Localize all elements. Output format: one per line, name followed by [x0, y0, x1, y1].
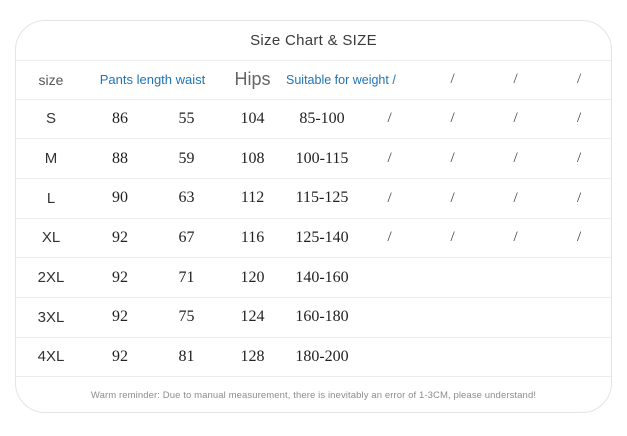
- col-header-size: size: [16, 61, 86, 99]
- size-cell: L: [16, 178, 86, 218]
- pants-length-cell: 92: [86, 258, 154, 298]
- empty-cell: [484, 337, 547, 377]
- waist-cell: 67: [154, 218, 219, 258]
- waist-cell: 75: [154, 297, 219, 337]
- empty-cell: [421, 337, 484, 377]
- hips-cell: 104: [219, 99, 286, 139]
- waist-cell: 71: [154, 258, 219, 298]
- weight-cell: 160-180: [286, 297, 358, 337]
- slash-cell: /: [547, 99, 611, 139]
- hips-cell: 108: [219, 139, 286, 179]
- hips-cell: 128: [219, 337, 286, 377]
- table-row: [16, 99, 611, 139]
- slash-cell: /: [421, 99, 484, 139]
- slash-cell: /: [547, 139, 611, 179]
- table-row: [16, 337, 611, 377]
- chart-title: Size Chart & SIZE: [16, 21, 611, 61]
- empty-cell: [547, 297, 611, 337]
- col-header-slash: /: [484, 61, 547, 99]
- col-header-hips: Hips: [219, 61, 286, 99]
- col-header-suitable-weight: Suitable for weight /: [286, 61, 421, 99]
- slash-cell: /: [421, 139, 484, 179]
- empty-cell: [421, 258, 484, 298]
- slash-cell: /: [484, 99, 547, 139]
- table-row: [16, 258, 611, 298]
- col-header-pants-length-waist: Pants length waist: [86, 61, 219, 99]
- weight-cell: 85-100: [286, 99, 358, 139]
- col-header-slash: /: [547, 61, 611, 99]
- weight-cell: 140-160: [286, 258, 358, 298]
- col-header-slash: /: [421, 61, 484, 99]
- empty-cell: [358, 337, 421, 377]
- waist-cell: 55: [154, 99, 219, 139]
- empty-cell: [358, 297, 421, 337]
- size-cell: 2XL: [16, 258, 86, 298]
- waist-cell: 81: [154, 337, 219, 377]
- size-cell: M: [16, 139, 86, 179]
- waist-cell: 63: [154, 178, 219, 218]
- weight-cell: 125-140: [286, 218, 358, 258]
- size-chart-card: [15, 20, 612, 413]
- slash-cell: /: [358, 218, 421, 258]
- size-cell: S: [16, 99, 86, 139]
- weight-cell: 180-200: [286, 337, 358, 377]
- weight-cell: 115-125: [286, 178, 358, 218]
- hips-cell: 120: [219, 258, 286, 298]
- slash-cell: /: [484, 178, 547, 218]
- size-chart-table: [16, 61, 611, 377]
- hips-cell: 112: [219, 178, 286, 218]
- empty-cell: [358, 258, 421, 298]
- slash-cell: /: [358, 139, 421, 179]
- pants-length-cell: 92: [86, 337, 154, 377]
- weight-cell: 100-115: [286, 139, 358, 179]
- empty-cell: [547, 337, 611, 377]
- table-row: [16, 297, 611, 337]
- size-cell: 4XL: [16, 337, 86, 377]
- waist-cell: 59: [154, 139, 219, 179]
- slash-cell: /: [547, 178, 611, 218]
- header-row: [16, 61, 611, 99]
- size-cell: 3XL: [16, 297, 86, 337]
- slash-cell: /: [547, 218, 611, 258]
- pants-length-cell: 92: [86, 218, 154, 258]
- table-row: [16, 178, 611, 218]
- table-row: [16, 218, 611, 258]
- slash-cell: /: [484, 139, 547, 179]
- table-row: [16, 139, 611, 179]
- slash-cell: /: [421, 218, 484, 258]
- slash-cell: /: [358, 178, 421, 218]
- pants-length-cell: 92: [86, 297, 154, 337]
- slash-cell: /: [484, 218, 547, 258]
- pants-length-cell: 90: [86, 178, 154, 218]
- slash-cell: /: [421, 178, 484, 218]
- empty-cell: [484, 258, 547, 298]
- empty-cell: [484, 297, 547, 337]
- size-cell: XL: [16, 218, 86, 258]
- empty-cell: [547, 258, 611, 298]
- pants-length-cell: 86: [86, 99, 154, 139]
- hips-cell: 124: [219, 297, 286, 337]
- hips-cell: 116: [219, 218, 286, 258]
- slash-cell: /: [358, 99, 421, 139]
- pants-length-cell: 88: [86, 139, 154, 179]
- empty-cell: [421, 297, 484, 337]
- reminder-note: Warm reminder: Due to manual measurement, there is inevitably an error of 1-3CM, please understand!: [90, 389, 537, 401]
